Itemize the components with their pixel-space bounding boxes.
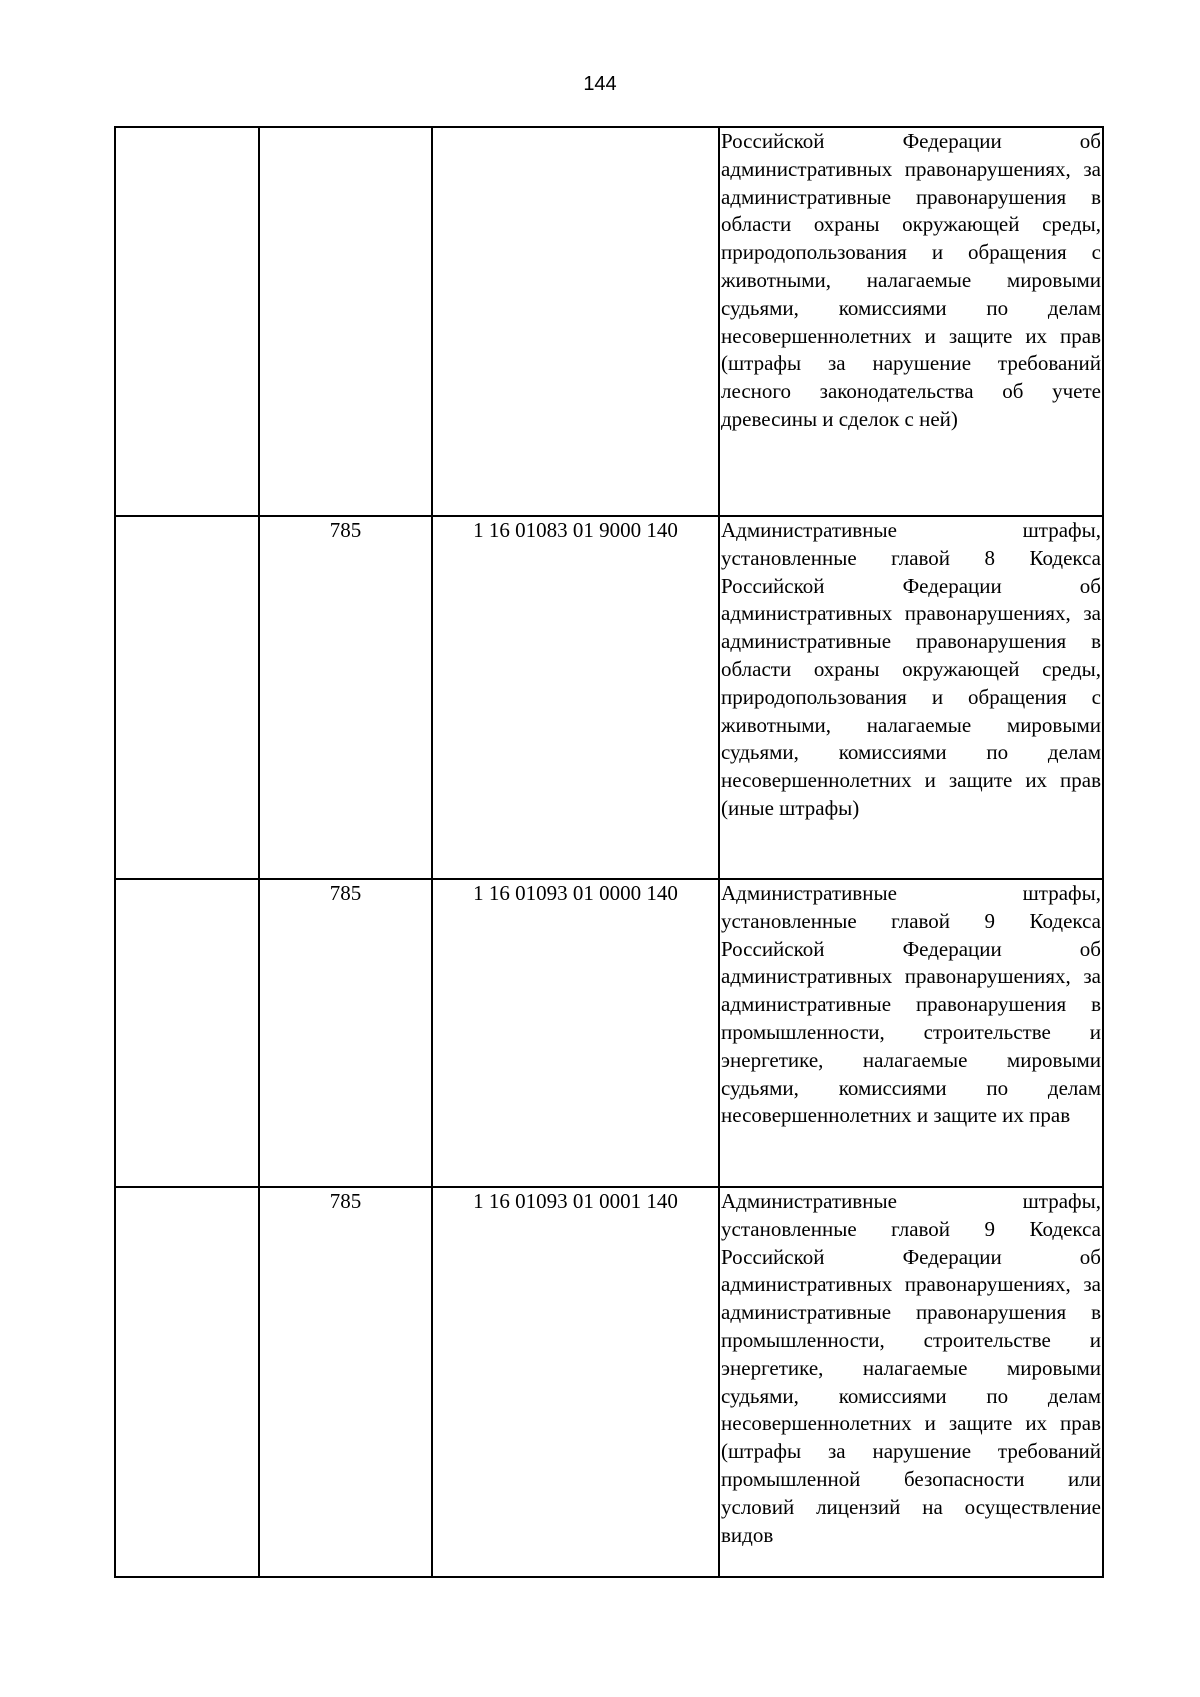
table-row: [115, 879, 1103, 1187]
kbk-code-cell: [432, 127, 719, 516]
row-number-cell: [115, 127, 259, 516]
kbk-code-cell: 1 16 01083 01 9000 140: [432, 516, 719, 879]
page-number: 144: [583, 73, 617, 95]
kbk-code-cell: 1 16 01093 01 0001 140: [432, 1187, 719, 1577]
admin-code-cell: [259, 127, 432, 516]
admin-code-cell: 785: [259, 516, 432, 879]
kbk-code-cell: 1 16 01093 01 0000 140: [432, 879, 719, 1187]
description-cell: Административные штрафы, установленные главой 9 Кодекса Российской Федерации об административных правонарушениях, за административные правонарушения в промышленности, строительстве и энергетике, налагаемые мировыми судьями, комиссиями по делам несовершеннолетних и защите их прав (штрафы за нарушение требований промышленной безопасности или условий лицензий на осуществление видов: [719, 1187, 1103, 1577]
description-cell: Административные штрафы, установленные главой 9 Кодекса Российской Федерации об административных правонарушениях, за административные правонарушения в промышленности, строительстве и энергетике, налагаемые мировыми судьями, комиссиями по делам несовершеннолетних и защите их прав: [719, 879, 1103, 1187]
description-cell: Российской Федерации об административных правонарушениях, за административные правонарушения в области охраны окружающей среды, природопользования и обращения с животными, налагаемые мировыми судьями, комиссиями по делам несовершеннолетних и защите их прав (штрафы за нарушение требований лесного законодательства об учете древесины и сделок с ней): [719, 127, 1103, 516]
row-number-cell: [115, 1187, 259, 1577]
budget-codes-table: [114, 126, 1104, 1578]
table-row: [115, 127, 1103, 516]
row-number-cell: [115, 879, 259, 1187]
table-row: [115, 516, 1103, 879]
admin-code-cell: 785: [259, 879, 432, 1187]
description-cell: Административные штрафы, установленные главой 8 Кодекса Российской Федерации об административных правонарушениях, за административные правонарушения в области охраны окружающей среды, природопользования и обращения с животными, налагаемые мировыми судьями, комиссиями по делам несовершеннолетних и защите их прав (иные штрафы): [719, 516, 1103, 879]
table-row: [115, 1187, 1103, 1577]
row-number-cell: [115, 516, 259, 879]
admin-code-cell: 785: [259, 1187, 432, 1577]
